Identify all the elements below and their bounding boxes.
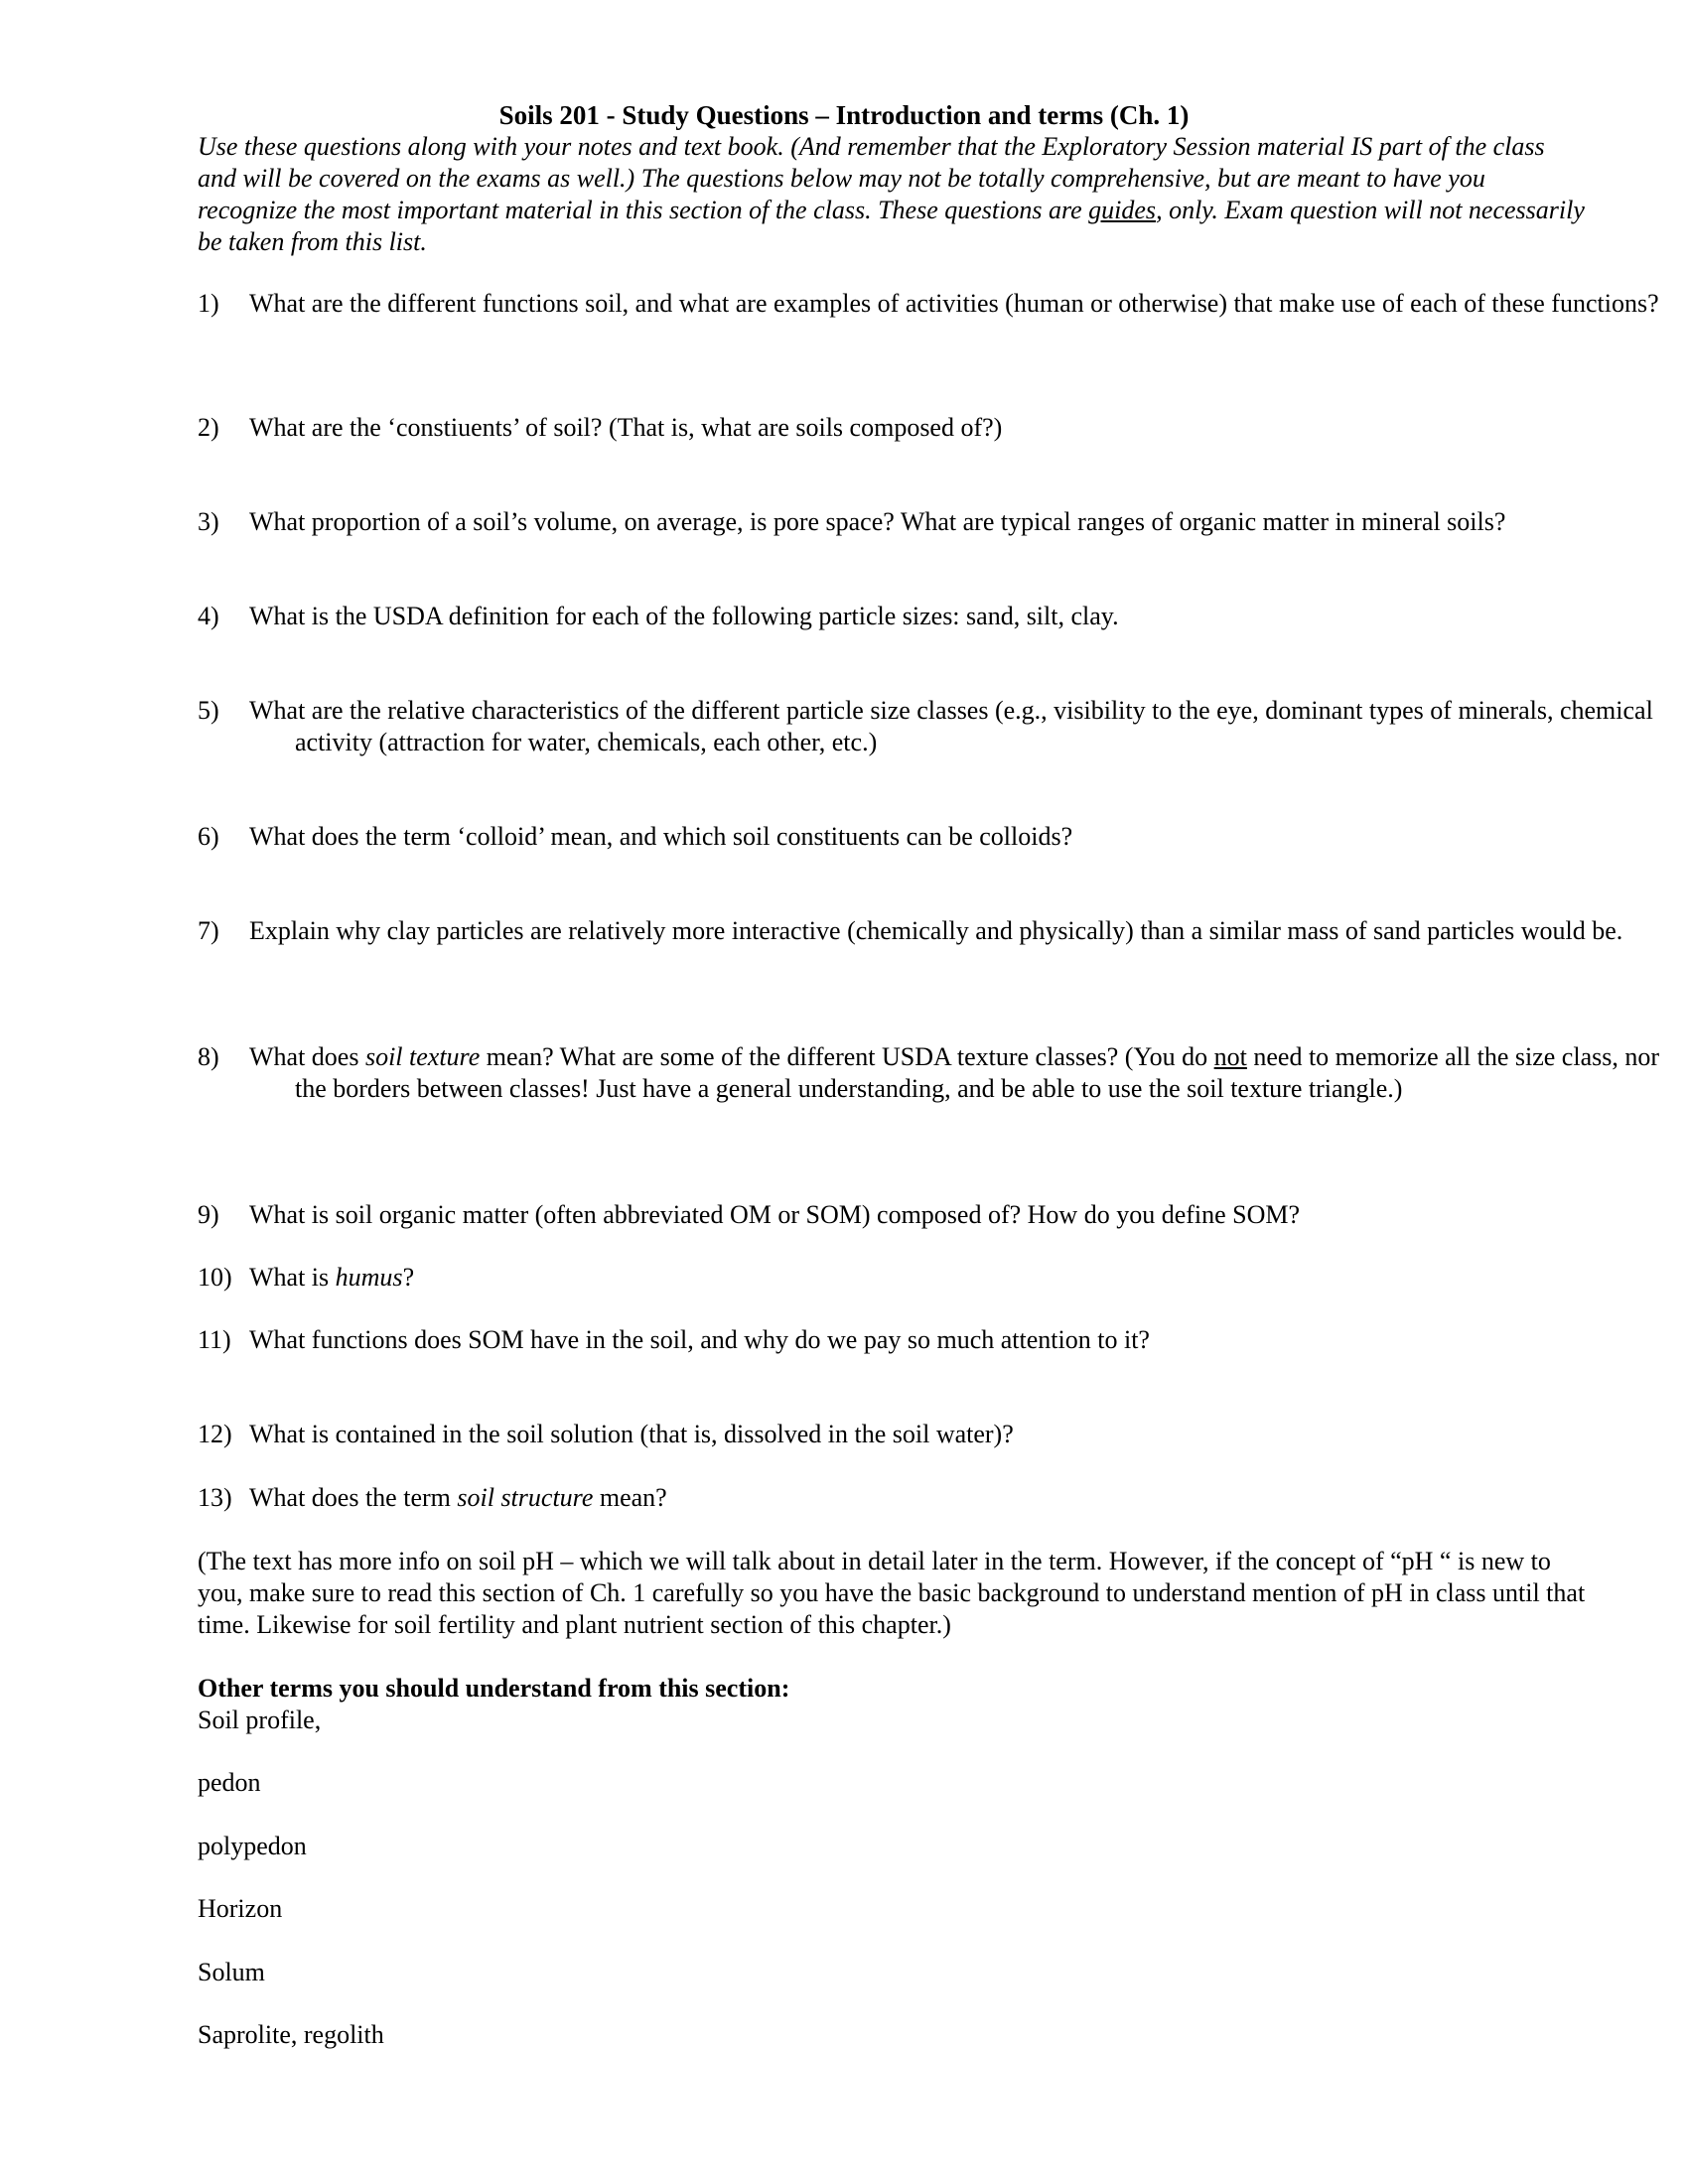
question-number: 1)	[198, 289, 219, 318]
question-text: Explain why clay particles are relatively more interactive (chemically and physically) than a similar mass of sand particles would be.	[249, 916, 1623, 945]
question-1	[198, 288, 1665, 320]
question-text: mean?	[593, 1483, 667, 1512]
question-7	[198, 915, 1665, 947]
question-term-italic: soil structure	[457, 1483, 594, 1512]
question-number: 6)	[198, 822, 219, 851]
page-title: Soils 201 - Study Questions – Introduction and terms (Ch. 1)	[498, 100, 1190, 130]
question-text: What proportion of a soil’s volume, on average, is pore space? What are typical ranges of organic matter in mineral soils?	[249, 507, 1506, 536]
question-underlined-word: not	[1213, 1042, 1247, 1071]
question-text: mean? What are some of the different USDA texture classes? (You do	[480, 1042, 1214, 1071]
question-text: What does the term ‘colloid’ mean, and which soil constituents can be colloids?	[249, 822, 1073, 851]
intro-underlined-word: guides	[1088, 196, 1157, 224]
question-text: What are the ‘constiuents’ of soil? (That is, what are soils composed of?)	[249, 413, 1003, 442]
question-13	[198, 1482, 1665, 1514]
question-9	[198, 1199, 1665, 1231]
question-number: 12)	[198, 1420, 232, 1448]
question-4	[198, 601, 1665, 632]
question-number: 5)	[198, 696, 219, 725]
term-item: polypedon	[198, 1832, 307, 1860]
question-number: 7)	[198, 916, 219, 945]
question-3	[198, 506, 1665, 538]
intro-paragraph	[198, 131, 1588, 258]
question-number: 4)	[198, 602, 219, 630]
term-item: Solum	[198, 1958, 265, 1986]
question-text: What is contained in the soil solution (that is, dissolved in the soil water)?	[249, 1420, 1014, 1448]
question-term-italic: soil texture	[364, 1042, 481, 1071]
term-item: Saprolite, regolith	[198, 2020, 384, 2049]
question-11	[198, 1324, 1665, 1356]
question-12	[198, 1419, 1665, 1450]
question-number: 11)	[198, 1325, 231, 1354]
intro-text: Use these questions along with your notes and text book. (And remember that the Exploratory Session material IS part of the class and will be covered on the exams as well.) The questions below may not be totally comprehensive, but are meant to have you recognize the most important material in this section of the class. These questions are	[198, 132, 1545, 224]
question-2	[198, 412, 1665, 444]
question-text: ?	[402, 1263, 415, 1292]
question-text: What is	[249, 1263, 336, 1292]
question-text: need to memorize all the size class, nor the borders between classes! Just have a general understanding, and be able to use the soil texture triangle.)	[295, 1042, 1659, 1103]
term-item: Horizon	[198, 1894, 283, 1923]
question-text: What is soil organic matter (often abbreviated OM or SOM) composed of? How do you define SOM?	[249, 1200, 1301, 1229]
term-item: pedon	[198, 1768, 261, 1797]
question-text: What is the USDA definition for each of the following particle sizes: sand, silt, clay.	[249, 602, 1119, 630]
question-10	[198, 1262, 1665, 1294]
question-8	[198, 1041, 1665, 1105]
question-number: 9)	[198, 1200, 219, 1229]
question-text: What does	[249, 1042, 365, 1071]
intro-text-end: , only. Exam question will not necessarily be taken from this list.	[198, 196, 1585, 256]
question-number: 13)	[198, 1483, 232, 1512]
question-text: What functions does SOM have in the soil, and why do we pay so much attention to it?	[249, 1325, 1150, 1354]
question-number: 2)	[198, 413, 219, 442]
question-number: 8)	[198, 1042, 219, 1071]
term-item: Soil profile,	[198, 1706, 322, 1734]
question-6	[198, 821, 1665, 853]
question-text: What are the different functions soil, and what are examples of activities (human or otherwise) that make use of each of these functions?	[249, 289, 1659, 318]
question-term-italic: humus	[335, 1263, 403, 1292]
question-text: What are the relative characteristics of the different particle size classes (e.g., visibility to the eye, dominant types of minerals, chemical activity (attraction for water, chemicals, each other, etc.)	[249, 696, 1653, 756]
question-5	[198, 695, 1665, 758]
terms-heading: Other terms you should understand from this section:	[198, 1674, 790, 1703]
question-text: What does the term	[249, 1483, 458, 1512]
question-number: 3)	[198, 507, 219, 536]
question-number: 10)	[198, 1263, 232, 1292]
ph-note-paragraph: (The text has more info on soil pH – which we will talk about in detail later in the term. However, if the concept of “pH “ is new to you, make sure to read this section of Ch. 1 carefully so you have the basic background to understand mention of pH in class until that time. Likewise for soil fertility and plant nutrient section of this chapter.)	[198, 1547, 1586, 1639]
